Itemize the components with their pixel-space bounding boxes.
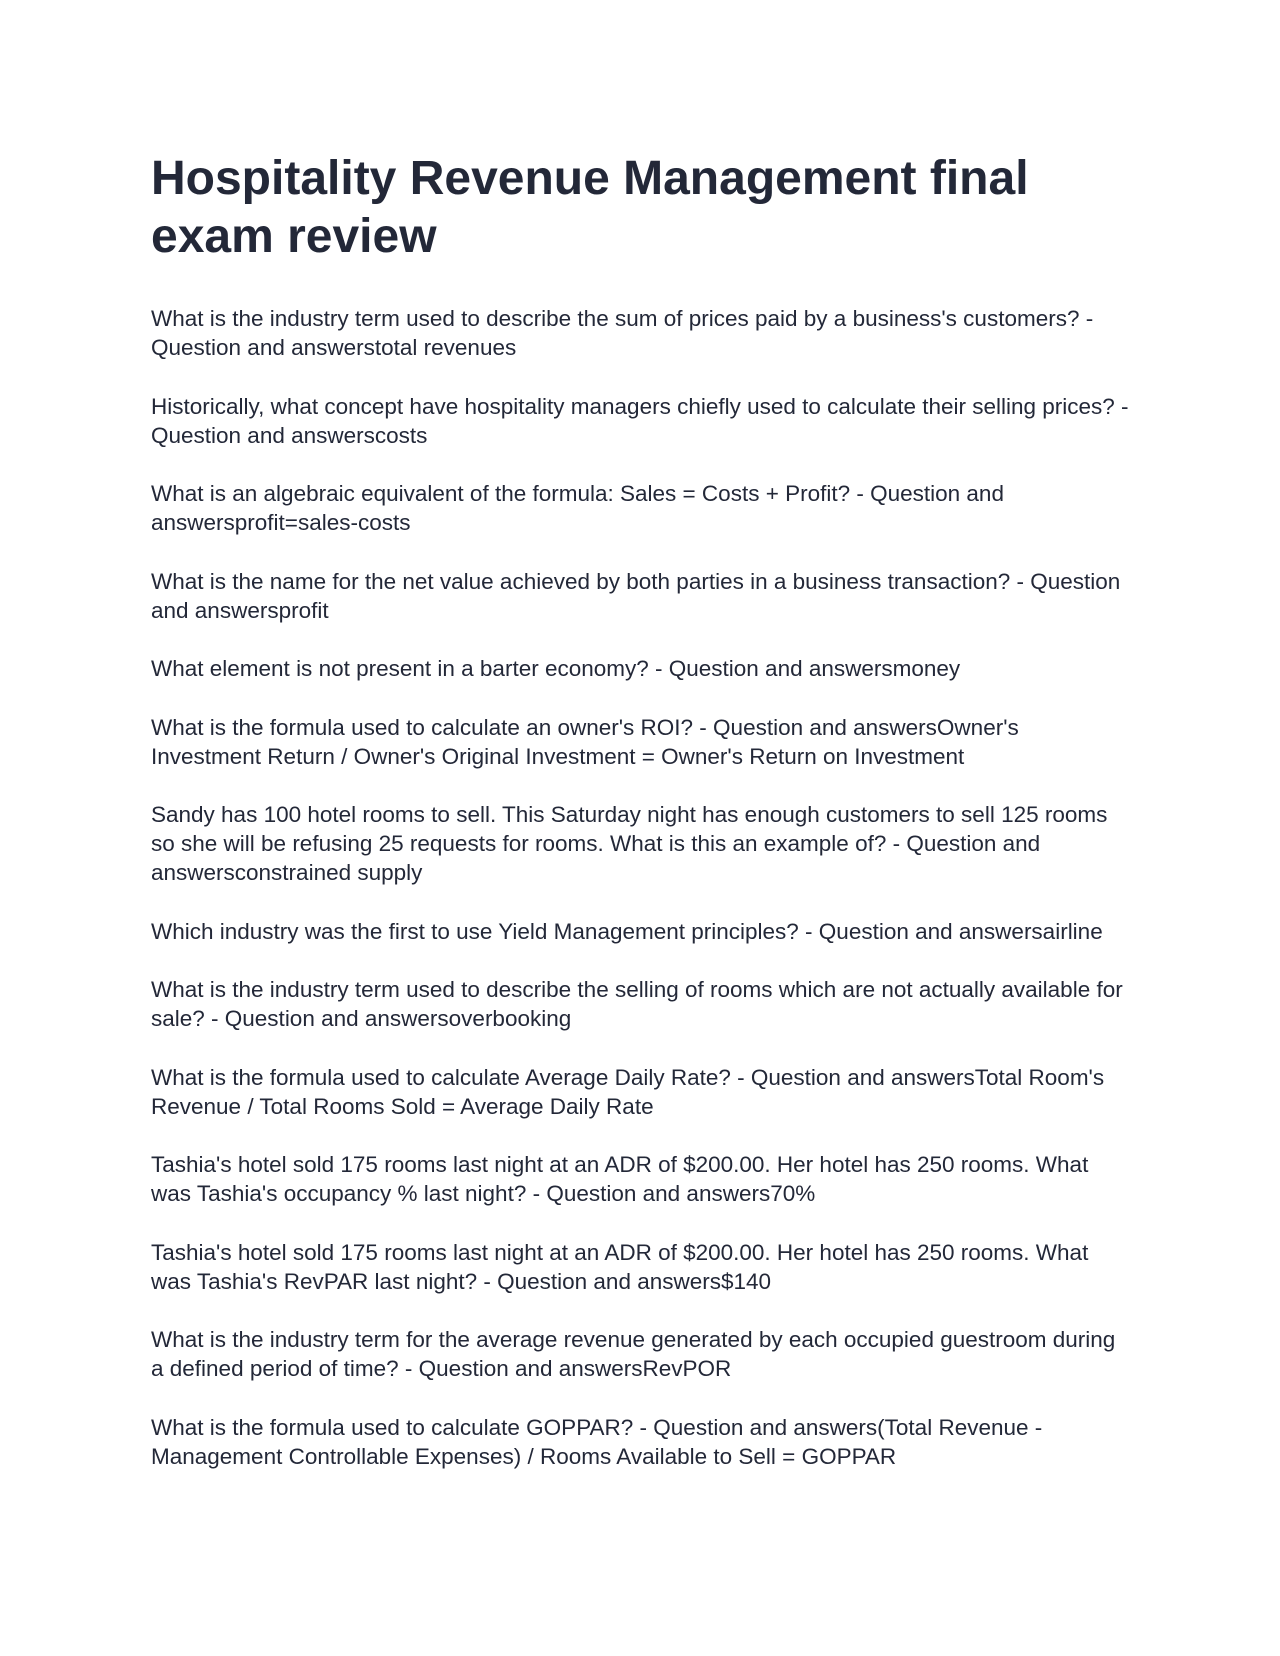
qa-item: What is an algebraic equivalent of the formula: Sales = Costs + Profit? - Question and answersprofit=sales-costs bbox=[151, 481, 1004, 535]
document-title: Hospitality Revenue Management final exam review bbox=[151, 152, 1029, 263]
qa-item: Sandy has 100 hotel rooms to sell. This Saturday night has enough customers to sell 125 rooms so she will be refusing 25 requests for rooms. What is this an example of? - Question and answersconstrained supply bbox=[151, 802, 1108, 885]
qa-item: Historically, what concept have hospitality managers chiefly used to calculate their selling prices? - Question and answerscosts bbox=[151, 393, 1129, 448]
qa-item: What is the formula used to calculate Average Daily Rate? - Question and answersTotal Room's Revenue / Total Rooms Sold = Average Daily Rate bbox=[151, 1064, 1105, 1119]
qa-item: What is the name for the net value achieved by both parties in a business transaction? - Question and answersprofit bbox=[151, 568, 1121, 623]
qa-item: What element is not present in a barter economy? - Question and answersmoney bbox=[151, 656, 961, 681]
qa-item: Tashia's hotel sold 175 rooms last night at an ADR of $200.00. Her hotel has 250 rooms. What was Tashia's RevPAR last night? - Question and answers$140 bbox=[151, 1239, 1089, 1294]
qa-item: What is the industry term used to describe the selling of rooms which are not actually available for sale? - Question and answersoverbooking bbox=[151, 977, 1123, 1031]
qa-item: What is the formula used to calculate an owner's ROI? - Question and answersOwner's Investment Return / Owner's Original Investment = Owner's Return on Investment bbox=[151, 714, 1019, 769]
qa-item: What is the industry term for the average revenue generated by each occupied guestroom during a defined period of time? - Question and answersRevPOR bbox=[151, 1327, 1116, 1381]
qa-item: Tashia's hotel sold 175 rooms last night at an ADR of $200.00. Her hotel has 250 rooms. What was Tashia's occupancy % last night? - Question and answers70% bbox=[151, 1152, 1089, 1206]
qa-item: What is the industry term used to describe the sum of prices paid by a business's customers? - Question and answerstotal revenues bbox=[151, 306, 1094, 360]
qa-item: Which industry was the first to use Yield Management principles? - Question and answersairline bbox=[151, 918, 1103, 944]
qa-list bbox=[151, 304, 1131, 1471]
document-page bbox=[151, 150, 1131, 1500]
qa-item: What is the formula used to calculate GOPPAR? - Question and answers(Total Revenue - Management Controllable Expenses) / Rooms Available to Sell = GOPPAR bbox=[151, 1414, 1043, 1469]
